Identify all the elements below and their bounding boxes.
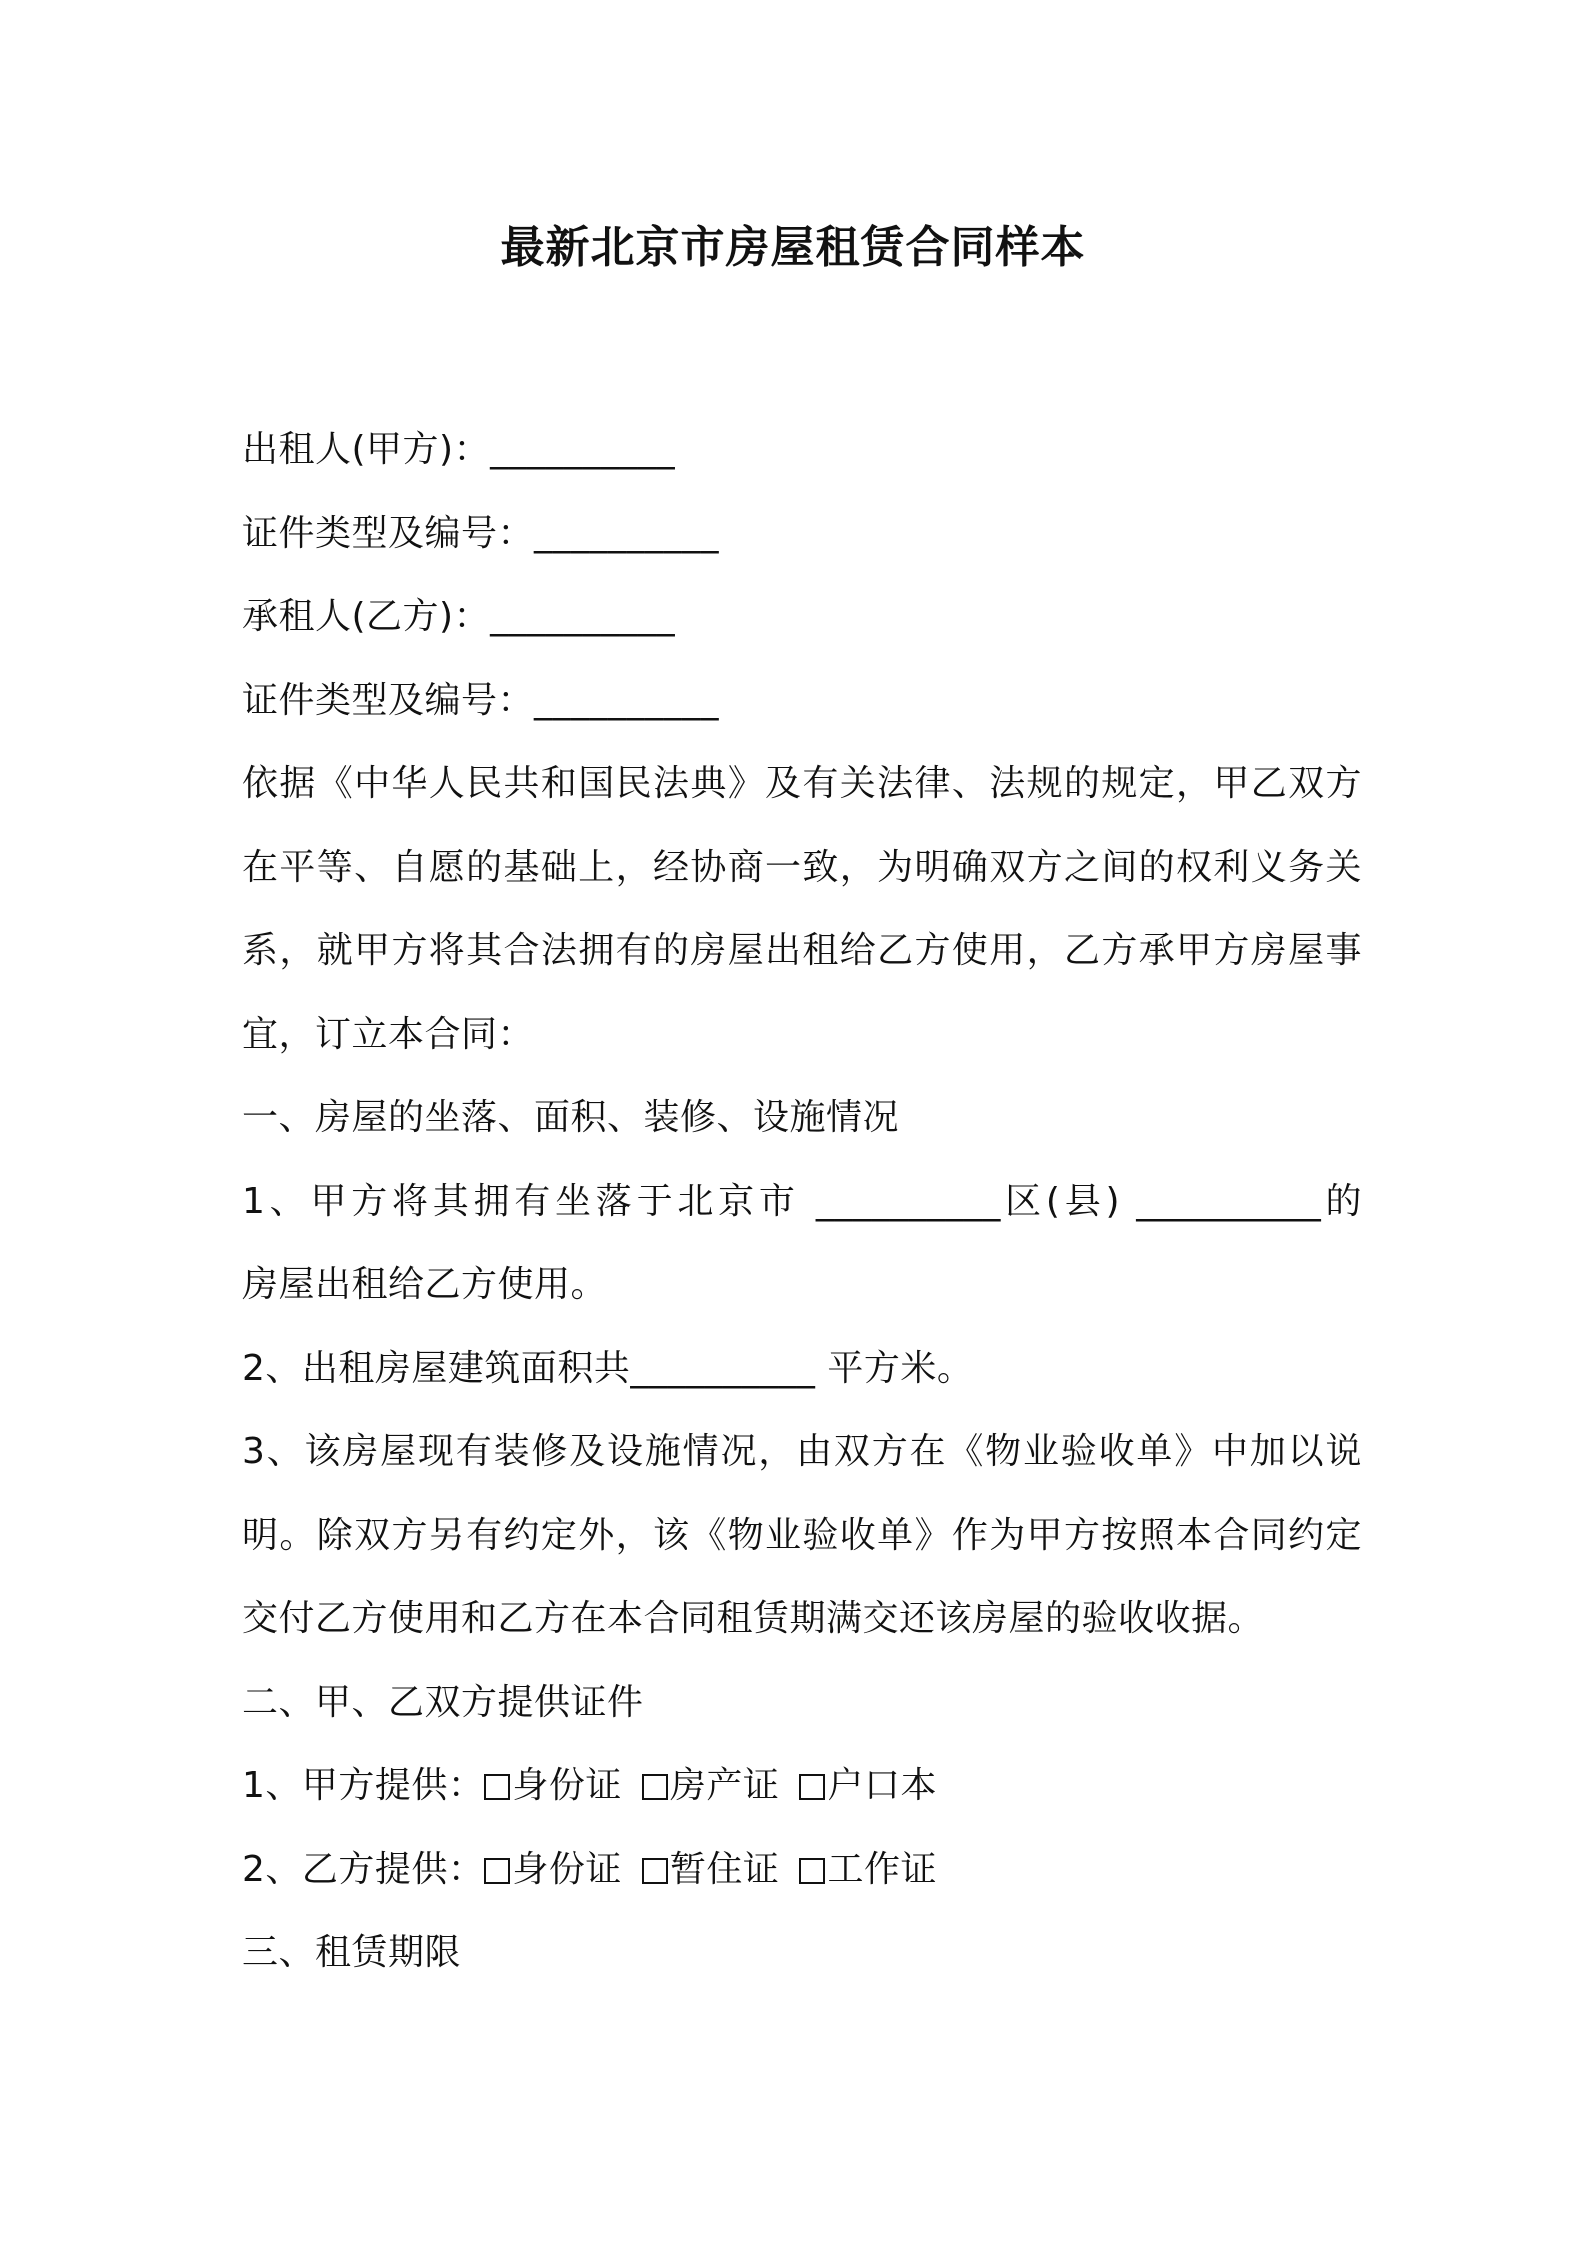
section-1-item-3-line: 明。除双方另有约定外，该《物业验收单》作为甲方按照本合同约定 [242, 1514, 1362, 1556]
party-b-field: 承租人(乙方)：__________ [242, 596, 676, 637]
checkbox-label-id-card: 身份证 [512, 1848, 622, 1890]
section-1-heading: 一、房屋的坐落、面积、装修、设施情况 [242, 1097, 900, 1138]
document-title: 最新北京市房屋租赁合同样本 [500, 222, 1086, 273]
checkbox[interactable] [799, 1858, 825, 1884]
preamble-line: 依据《中华人民共和国民法典》及有关法律、法规的规定，甲乙双方 [242, 763, 1362, 804]
section-2-heading: 二、甲、乙双方提供证件 [242, 1681, 644, 1723]
party-a-id-field: 证件类型及编号：__________ [242, 512, 720, 554]
party-a-documents [242, 1744, 1362, 1828]
document-body [242, 408, 1362, 1995]
checkbox-label-property-certificate: 房产证 [669, 1765, 780, 1806]
section-1-item-3-line: 交付乙方使用和乙方在本合同租赁期满交还该房屋的验收收据。 [242, 1598, 1265, 1639]
section-1-item-2: 2、出租房屋建筑面积共__________ 平方米。 [242, 1347, 974, 1389]
checkbox-label-work-permit: 工作证 [827, 1848, 937, 1890]
checkbox[interactable] [484, 1774, 510, 1800]
checkbox-label-household-register: 户口本 [827, 1765, 937, 1806]
checkbox[interactable] [642, 1774, 668, 1800]
section-1-item-3-line: 3、该房屋现有装修及设施情况，由双方在《物业验收单》中加以说 [242, 1431, 1362, 1472]
party-b-documents [242, 1828, 1362, 1912]
party-b-documents-prefix: 2、乙方提供： [242, 1848, 485, 1890]
checkbox[interactable] [799, 1774, 825, 1800]
checkbox[interactable] [642, 1858, 668, 1884]
party-b-id-field: 证件类型及编号：__________ [242, 679, 720, 721]
checkbox-label-residence-permit: 暂住证 [669, 1848, 780, 1890]
party-a-documents-prefix: 1、甲方提供： [242, 1765, 485, 1806]
section-1-item-1: 1、甲方将其拥有坐落于北京市 __________区(县) __________的 [242, 1180, 1362, 1222]
section-1-item-1-cont: 房屋出租给乙方使用。 [242, 1264, 608, 1305]
preamble-line: 系，就甲方将其合法拥有的房屋出租给乙方使用，乙方承甲方房屋事 [242, 930, 1362, 971]
checkbox-label-id-card: 身份证 [512, 1765, 622, 1806]
preamble-line: 宜，订立本合同： [242, 1013, 535, 1055]
party-a-field: 出租人(甲方)：__________ [242, 429, 676, 470]
section-3-heading: 三、租赁期限 [242, 1932, 462, 1973]
preamble-line: 在平等、自愿的基础上，经协商一致，为明确双方之间的权利义务关 [242, 846, 1362, 888]
checkbox[interactable] [484, 1858, 510, 1884]
